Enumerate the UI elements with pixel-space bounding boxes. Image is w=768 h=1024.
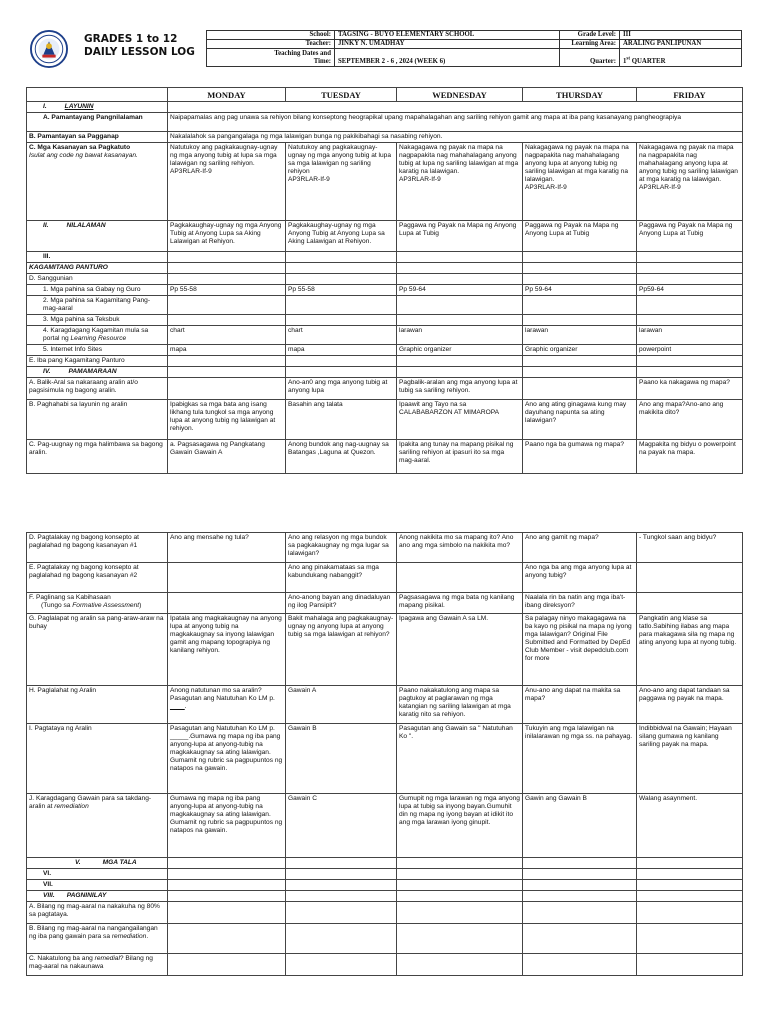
nilalaman-row [27,221,743,252]
remediation-label [27,924,168,954]
pa-thu [523,378,637,400]
rb-fri [637,924,743,954]
pe-thu: Ano nga ba ang mga anyong lupa at anyong tubig? [523,563,637,593]
kasanayan-thu-text: Nakagagawa ng payak na mapa na nagpapakita nag mahahalagang anyong lupa at anyong tubig ng sariling lalawigan at mga karatig na lalawigan. [525,144,629,183]
iba-pang-kagamitan-row [27,356,743,367]
kasanayan-mon-text: Natutukoy ang pagkakaugnay-ugnay ng mga anyong tubig at lupa sa mga lalawigan ng sariling rehiyon. [170,144,278,167]
kasanayan-tue [286,143,397,221]
balik-aral-label: A. Balik-Aral sa nakaraang aralin at/o pagsisimula ng bagong aralin. [27,378,168,400]
pj-fri: Walang asaynment. [637,794,743,858]
pe-mon [168,563,286,593]
mga-tala-heading [27,858,168,869]
vii-mon [168,880,286,891]
vii-heading [27,880,168,891]
rb-mon [168,924,286,954]
e-mon [168,356,286,367]
balik-aral-row [27,378,743,400]
iii-wed [397,252,523,263]
d3-wed [397,315,523,326]
kagamitan-fri [637,263,743,274]
mga-tala-label: MGA TALA [102,859,137,866]
pd-tue: Ano ang relasyon ng mga bundok sa pagkakaugnay ng mga lugar sa lalawigan? [286,533,397,563]
kasanayan-fri [637,143,743,221]
e-tue [286,356,397,367]
day-header-row [27,88,743,102]
ph-thu: Anu-ano ang dapat na makita sa mapa? [523,686,637,724]
sanggunian-tue [286,274,397,285]
header [26,28,742,72]
paglalapat-row [27,614,743,686]
layunin-row [27,102,743,113]
pd-mon: Ano ang mensahe ng tula? [168,533,286,563]
teksbuk-row [27,315,743,326]
e-wed [397,356,523,367]
paglalahat-label: H. Paglalahat ng Aralin [27,686,168,724]
pg-wed: Ipagawa ang Gawain A sa LM. [397,614,523,686]
pb-thu: Ano ang ating ginagawa kung may dayuhang napunta sa ating lalawigan? [523,400,637,440]
nilalaman-num: II. [43,222,49,229]
gabay-tue: Pp 55-58 [286,285,397,296]
paglalahat-row [27,686,743,724]
rc-label-a: C. Nakatulong ba ang [29,955,95,962]
sanggunian-fri [637,274,743,285]
remedial-row [27,954,743,976]
iv-tue [286,367,397,378]
pamantayang-pangnilalaman-row [27,113,743,132]
kasanayan-thu [523,143,637,221]
pagninilay-row [27,891,743,902]
pamantayan-pagganap-label: B. Pamantayan sa Pagganap [27,132,168,143]
d3-mon [168,315,286,326]
ra-tue [286,902,397,924]
d4-wed: larawan [397,326,523,345]
pf-tue: Ano-anong bayan ang dinadaluyan ng ilog Pansipit? [286,593,397,614]
d2-tue [286,296,397,315]
pe-wed [397,563,523,593]
pag-uugnay-label: C. Pag-uugnay ng mga halimbawa sa bagong aralin. [27,440,168,474]
v-thu [523,858,637,869]
ph-mon-end: . [184,703,187,710]
vi-mon [168,869,286,880]
grade-value: III [620,31,742,40]
pamantayang-pangnilalaman-label: A. Pamantayang Pangnilalaman [27,113,168,132]
paglinang-sub-b: Formative Assessment [72,602,140,609]
d5-thu: Graphic organizer [523,345,637,356]
viii-thu [523,891,637,902]
vi-row [27,869,743,880]
iii-num: III. [43,253,51,260]
e-fri [637,356,743,367]
paglinang-sub-c: ) [139,602,142,609]
pagtataya-row [27,724,743,794]
vii-num: VII. [43,881,53,888]
pe-tue: Ano ang pinakamataas sa mga kabundukang nabanggit? [286,563,397,593]
pi-fri: Indibbidwal na Gawain; Hayaan silang gumawa ng kanilang sariling payak na mapa. [637,724,743,794]
grade-label: Grade Level: [560,31,620,40]
kasanayan-mon-code: AP3RLAR-If-9 [170,168,212,175]
pa-fri: Paano ka nakagawa ng mapa? [637,378,743,400]
pamantayan-pagganap-text: Nakalalahok sa pangangalaga ng mga lalawigan bunga ng pakikibahagi sa nasabing rehiyon. [168,132,743,143]
dates-value: SEPTEMBER 2 - 6 , 2024 (WEEK 6) [335,49,560,67]
kagamitan-mon [168,263,286,274]
title-line-1: GRADES 1 to 12 [84,33,178,45]
karagdagang-kagamitan-label [27,326,168,345]
paglinang-sub-a: (Tungo sa [41,602,73,609]
vi-tue [286,869,397,880]
karagdagang-kagamitan-row [27,326,743,345]
iv-wed [397,367,523,378]
karagdagang-gawain-row [27,794,743,858]
kasanayan-fri-text: Nakagagawa ng payak na mapa na nagpapakita nag mahahalagang anyong lupa at anyong tubig ng sariling lalawigan at mga karatig na lalawigan. [639,144,738,183]
day-wednesday: WEDNESDAY [397,88,523,102]
kagamitan-wed [397,263,523,274]
log-title [84,33,195,59]
viii-mon [168,891,286,902]
pamamaraan-heading [27,367,168,378]
iii-thu [523,252,637,263]
gabay-fri: Pp59-64 [637,285,743,296]
vi-thu [523,869,637,880]
ph-mon-text: Anong natutunan mo sa aralin? Pasagutan ang Natutuhan Ko LM p. [170,687,275,702]
rc-label-c: ? Bilang ng mag-aaral na nakaunawa [29,955,153,970]
pagninilay-num: VIII. [43,892,55,899]
pb-tue: Basahin ang talata [286,400,397,440]
e-thu [523,356,637,367]
rb-label-a: B. Bilang ng mag-aaral na nangangailangan ng iba pang gawain para sa [29,925,158,940]
iv-mon [168,367,286,378]
d2-thu [523,296,637,315]
pj-mon: Gumawa ng mapa ng iba pang anyong-lupa at anyong-tubig na magkakaugnay sa ating lalawigan. Gumamit ng rubric sa pagpupuntos ng natapos na gawain. [168,794,286,858]
mga-tala-row [27,858,743,869]
pf-wed: Pagsasagawa ng mga bata ng kanilang mapang pisikal. [397,593,523,614]
d3-thu [523,315,637,326]
v-fri [637,858,743,869]
remediation-row [27,924,743,954]
ph-fri: Ano-ano ang dapat tandaan sa paggawa ng payak na mapa. [637,686,743,724]
paglinang-label-text: F. Paglinang sa Kabihasaan [29,594,111,601]
vii-thu [523,880,637,891]
gabay-label: 1. Mga pahina sa Gabay ng Guro [27,285,168,296]
pagninilay-label: PAGNINILAY [66,892,107,899]
paglinang-label [27,593,168,614]
kasanayan-mon [168,143,286,221]
kagamitan-row [27,263,743,274]
kasanayan-tue-text: Natutukoy ang pagkakaugnay-ugnay ng mga anyong tubig at lupa sa mga lalawigan ng sariling rehiyon [288,144,392,175]
quarter-sup: st [626,56,631,62]
d2-fri [637,296,743,315]
remedial-label [27,954,168,976]
pj-wed: Gumupit ng mga larawan ng mga anyong lupa at tubig sa inyong bayan.Gumuhit din ng mapa ng iyong bayan at idikit ito ang mga larawan iyong ginupit. [397,794,523,858]
pj-thu: Gawin ang Gawain B [523,794,637,858]
paglinang-row [27,593,743,614]
pd-wed: Anong nakikita mo sa mapang ito? Ano ano ang mga simbolo na nakikita mo? [397,533,523,563]
gabay-wed: Pp 59-64 [397,285,523,296]
viii-tue [286,891,397,902]
d5-wed: Graphic organizer [397,345,523,356]
deped-seal-icon [30,30,68,68]
pagtalakay-1-label: D. Pagtalakay ng bagong konsepto at paglalahad ng bagong kasanayan #1 [27,533,168,563]
d2-wed [397,296,523,315]
pj-label-a: J. Karagdagang Gawain para sa takdang-aralin at [29,795,152,810]
rc-mon [168,954,286,976]
d3-fri [637,315,743,326]
kasanayan-tue-code: AP3RLAR-If-9 [288,176,330,183]
viii-wed [397,891,523,902]
d5-mon: mapa [168,345,286,356]
layunin-label: LAYUNIN [64,103,94,110]
pf-mon [168,593,286,614]
rb-thu [523,924,637,954]
layunin-heading [27,102,168,113]
ph-mon-blank: ____ [170,703,185,710]
nilalaman-wed: Paggawa ng Payak na Mapa ng Anyong Lupa at Tubig [397,221,523,252]
sanggunian-mon [168,274,286,285]
teacher-value: JINKY N. UMADHAY [335,40,560,49]
pe-fri [637,563,743,593]
quarter-label: Quarter: [560,49,620,67]
pa-mon [168,378,286,400]
day-friday: FRIDAY [637,88,743,102]
v-wed [397,858,523,869]
sanggunian-thu [523,274,637,285]
iii-fri [637,252,743,263]
rb-wed [397,924,523,954]
nakakuha-80-row [27,902,743,924]
d4-fri: larawan [637,326,743,345]
kasanayan-thu-code: AP3RLAR-If-9 [525,184,567,191]
info-table [206,30,742,67]
rc-tue [286,954,397,976]
kagamitang-pang-mag-aaral-label: 2. Mga pahina sa Kagamitang Pang-mag-aaral [27,296,168,315]
iii-row [27,252,743,263]
quarter-value [620,49,742,67]
v-tue [286,858,397,869]
pi-thu: Tukuyin ang mga lalawigan na inilalarawan ng mga ss. na pahayag. [523,724,637,794]
d4-tue: chart [286,326,397,345]
pg-fri: Pangkatin ang klase sa tatlo.Sabihing ilabas ang mapa para makagawa sila ng mapa ng ating anyong lupa at nyong tubig. [637,614,743,686]
vi-heading [27,869,168,880]
pa-tue: Ano-an0 ang mga anyong tubig at anyong lupa [286,378,397,400]
rb-label-c: . [146,933,149,940]
d4-label-a: 4. Karagdagang Kagamitan mula sa portal ng [43,327,149,342]
gabay-mon: Pp 55-58 [168,285,286,296]
gabay-row [27,285,743,296]
nilalaman-tue: Pagkakaughay-ugnay ng mga Anyong Tubig at Anyong Lupa sa Aking Lalawigan at Rehiyon. [286,221,397,252]
pagtalakay-2-row [27,563,743,593]
teacher-label: Teacher: [207,40,335,49]
pj-tue: Gawain C [286,794,397,858]
pamamaraan-num: IV. [43,368,51,375]
pj-label-b: remediation [54,803,89,810]
day-thursday: THURSDAY [523,88,637,102]
ph-wed: Paano nakakatulong ang mapa sa pagtukoy at paglarawan ng mga katangian ng sariling lalawigan at mga karatig nito sa rehiyon. [397,686,523,724]
layunin-num: I. [43,103,47,110]
layunin-empty [168,102,743,113]
rc-wed [397,954,523,976]
gabay-thu: Pp 59-64 [523,285,637,296]
pamantayan-pagganap-row [27,132,743,143]
pi-wed: Pasagutan ang Gawain sa " Natutuhan Ko ". [397,724,523,794]
d5-fri: powerpoint [637,345,743,356]
pagtalakay-2-label: E. Pagtalakay ng bagong konsepto at paglalahad ng bagong kasanayan #2 [27,563,168,593]
d5-tue: mapa [286,345,397,356]
paglinang-sub [29,602,165,610]
pc-mon: a. Pagsasagawa ng Pangkatang Gawain Gawain A [168,440,286,474]
pagtataya-label: I. Pagtataya ng Aralin [27,724,168,794]
ra-mon [168,902,286,924]
d4-mon: chart [168,326,286,345]
vii-row [27,880,743,891]
vi-num: VI. [43,870,52,877]
vii-wed [397,880,523,891]
pc-wed: Ipakita ang tunay na mapang pisikal ng sariling rehiyon at ipasuri ito sa mga mag-aaral. [397,440,523,474]
school-value: TAGSING - BUYO ELEMENTARY SCHOOL [335,31,560,40]
iii-heading [27,252,168,263]
pamamaraan-label: PAMAMARAAN [68,368,117,375]
pg-thu: Sa palagay ninyo makagagawa na ba kayo ng pisikal na mapa ng iyong mga lalawigan? Original File Submitted and Formatted by DepEd Club Member - visit depedclub.com for more [523,614,637,686]
rc-label-b: remedial [94,955,120,962]
pf-thu: Naalala rin ba natin ang mga iba't-ibang direksyon? [523,593,637,614]
kagamitan-heading: KAGAMITANG PANTURO [27,263,168,274]
d3-tue [286,315,397,326]
kasanayan-fri-code: AP3RLAR-If-9 [639,184,681,191]
d2-mon [168,296,286,315]
internet-row [27,345,743,356]
school-label: School: [207,31,335,40]
vii-tue [286,880,397,891]
iba-pang-kagamitan-label: E. Iba pang Kagamitang Panturo [27,356,168,367]
kasanayan-label-cell [27,143,168,221]
sanggunian-label: D. Sanggunian [27,274,168,285]
kasanayan-label: C. Mga Kasanayan sa Pagkatuto [29,144,131,151]
iv-thu [523,367,637,378]
nilalaman-label: NILALAMAN [66,222,106,229]
teksbuk-label: 3. Mga pahina sa Teksbuk [27,315,168,326]
mga-tala-num: V. [75,859,81,866]
ra-wed [397,902,523,924]
rb-label-b: remediation [111,933,147,940]
kasanayan-wed-text: Nakagagawa ng payak na mapa na nagpapakita nag mahahalagang anyong tubig at lupa ng sariling lalawigan at mga karatig na lalawigan. [399,144,519,175]
rc-fri [637,954,743,976]
nilalaman-thu: Paggawa ng Payak na Mapa ng Anyong Lupa at Tubig [523,221,637,252]
pg-mon: Ipatala ang magkakaugnay na anyong lupa at anyong tubig na magkakaugnay sa inyong lalawigan gamit ang mapang topograpiya ng kanilang rehiyon. [168,614,286,686]
v-mon [168,858,286,869]
kasanayan-sub: Isulat ang code ng bawat kasanayan. [29,152,138,159]
iii-tue [286,252,397,263]
sanggunian-row [27,274,743,285]
ra-fri [637,902,743,924]
title-line-2: DAILY LESSON LOG [84,46,195,58]
pi-tue: Gawain B [286,724,397,794]
rb-tue [286,924,397,954]
pagninilay-heading [27,891,168,902]
nakakuha-80-label: A. Bilang ng mag-aaral na nakakuha ng 80% sa pagtataya. [27,902,168,924]
day-monday: MONDAY [168,88,286,102]
area-label: Learning Area: [560,40,620,49]
kagamitan-thu [523,263,637,274]
d4-thu: larawan [523,326,637,345]
ph-mon [168,686,286,724]
paglalapat-label: G. Paglalapat ng aralin sa pang-araw-araw na buhay [27,614,168,686]
vi-wed [397,869,523,880]
dates-label-line-2: Time: [313,57,331,65]
pb-fri: Ano ang mapa?Ano-ano ang makikita dito? [637,400,743,440]
vii-fri [637,880,743,891]
paghahabi-label: B. Paghahabi sa layunin ng aralin [27,400,168,440]
vi-fri [637,869,743,880]
pd-fri: - Tungkol saan ang bidyu? [637,533,743,563]
kagamitan-tue [286,263,397,274]
pb-wed: Ipaawit ang Tayo na sa CALABABARZON AT MIMAROPA [397,400,523,440]
corner-cell [27,88,168,102]
viii-fri [637,891,743,902]
pagtalakay-1-row [27,533,743,563]
pc-thu: Paano nga ba gumawa ng mapa? [523,440,637,474]
pamamaraan-row [27,367,743,378]
area-value: ARALING PANLIPUNAN [620,40,742,49]
kasanayan-row [27,143,743,221]
pb-mon: Ipabigkas sa mga bata ang isang likhang tula tungkol sa mga anyong lupa at anyong tubig ng lalawigan at rehiyon. [168,400,286,440]
iv-fri [637,367,743,378]
rc-thu [523,954,637,976]
paghahabi-row [27,400,743,440]
pf-fri [637,593,743,614]
pa-wed: Pagbalik-aralan ang mga anyong lupa at tubig sa sariling rehiyon. [397,378,523,400]
iii-mon [168,252,286,263]
dates-label-line-1: Teaching Dates and [274,49,331,57]
d4-label-b: Learning Resource [70,335,127,342]
kagamitang-pang-mag-aaral-row [27,296,743,315]
pc-fri: Magpakita ng bidyu o powerpoint na payak na mapa. [637,440,743,474]
nilalaman-mon: Pagkakaughay-ugnay ng mga Anyong Tubig at Anyong Lupa sa Aking Lalawigan at Rehiyon. [168,221,286,252]
pi-mon: Pasagutan ang Natutuhan Ko LM p. _____.Gumawa ng mapa ng iba pang anyong-lupa at anyong-tubig na magkakaugnay sa ating lalawigan. Gumamit ng rubric sa pagpupuntos ng natapos na gawain. [168,724,286,794]
lesson-log-table-page-2 [26,532,743,976]
pc-tue: Anong bundok ang nag-uugnay sa Batangas ,Laguna at Quezon. [286,440,397,474]
pamantayang-pangnilalaman-text: Naipapamalas ang pag unawa sa rehiyon bilang konseptong heograpikal upang mapahalagahan ang sariling rehiyon gamit ang mapa at iba pang kasanayang pangheograpiya [168,113,743,132]
pd-thu: Ano ang gamit ng mapa? [523,533,637,563]
karagdagang-gawain-label [27,794,168,858]
quarter-rest: QUARTER [630,58,666,65]
lesson-log-table-page-1 [26,87,743,474]
pg-tue: Bakit mahalaga ang pagkakaugnay-ugnay ng anyong lupa at anyong tubig sa mga lalawigan at rehiyon? [286,614,397,686]
pag-uugnay-row [27,440,743,474]
kasanayan-wed-code: AP3RLAR-If-9 [399,176,441,183]
kasanayan-wed [397,143,523,221]
nilalaman-fri: Paggawa ng Payak na Mapa ng Anyong Lupa at Tubig [637,221,743,252]
sanggunian-wed [397,274,523,285]
day-tuesday: TUESDAY [286,88,397,102]
ph-tue: Gawain A [286,686,397,724]
internet-label: 5. Internet Info Sites [27,345,168,356]
quarter-num: 1 [623,58,627,65]
ra-thu [523,902,637,924]
dates-label [207,49,335,67]
nilalaman-heading [27,221,168,252]
